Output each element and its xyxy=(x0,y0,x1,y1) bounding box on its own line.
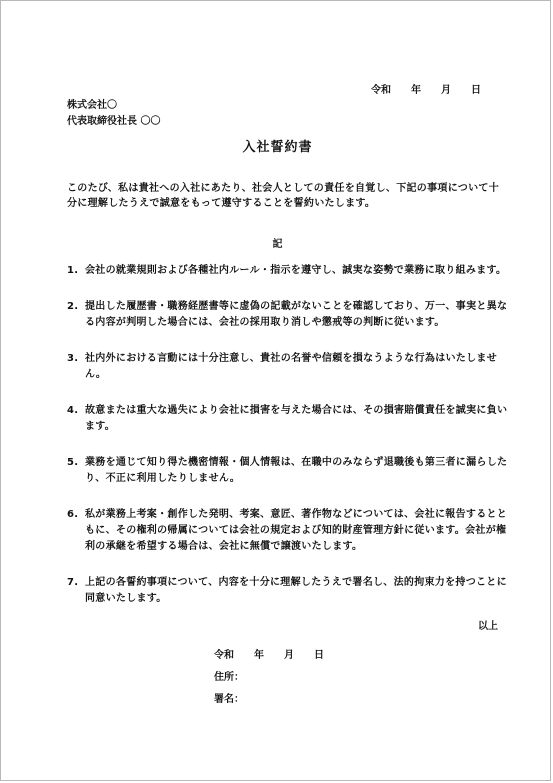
pledge-item xyxy=(67,403,509,435)
pledge-item xyxy=(67,263,509,279)
pledge-item-text: 私が業務上考案・創作した発明、考案、意匠、著作物などについては、会社に報告するとともに、その権利の帰属については会社の規定および知的財産管理方針に従います。会社が権利の承継を希望する場合は、会社に無償で譲渡いたします。 xyxy=(85,509,508,552)
recipient-representative: 代表取締役社長 〇〇 xyxy=(67,116,161,127)
pledge-list xyxy=(67,263,509,627)
pledge-item-number: 1. xyxy=(67,265,79,276)
intro-paragraph: このたび、私は貴社への入社にあたり、社会人としての責任を自覚し、下記の事項について十分に理解したうえで誠意をもって遵守することを誓約いたします。 xyxy=(67,183,499,209)
pledge-item-number: 5. xyxy=(67,457,79,468)
pledge-item-number: 3. xyxy=(67,353,79,364)
recipient-company: 株式会社〇 xyxy=(67,100,117,111)
pledge-item xyxy=(67,299,509,331)
pledge-item-number: 2. xyxy=(67,301,79,312)
pledge-item-text: 故意または重大な過失により会社に損害を与えた場合には、その損害賠償責任を誠実に負います。 xyxy=(85,405,508,432)
pledge-item-number: 7. xyxy=(67,577,79,588)
ki-heading: 記 xyxy=(272,239,283,250)
signature-date: 令和 年 月 日 xyxy=(214,650,324,661)
closing-ijo: 以上 xyxy=(478,621,498,632)
pledge-item xyxy=(67,575,509,607)
pledge-item-number: 4. xyxy=(67,405,79,416)
pledge-item xyxy=(67,507,509,555)
document-title: 入社誓約書 xyxy=(242,140,313,155)
pledge-item-number: 6. xyxy=(67,509,79,520)
signature-label: 署名： xyxy=(214,694,244,705)
pledge-item-text: 社内外における言動には十分注意し、貴社の名誉や信頼を損なうような行為はいたしません。 xyxy=(85,353,497,380)
document-date: 令和 年 月 日 xyxy=(371,85,481,96)
pledge-item-text: 会社の就業規則および各種社内ルール・指示を遵守し、誠実な姿勢で業務に取り組みます。 xyxy=(85,265,507,276)
pledge-item-text: 上記の各誓約事項について、内容を十分に理解したうえで署名し、法的拘束力を持つことに同意いたします。 xyxy=(85,577,507,604)
pledge-item-text: 提出した履歴書・職務経歴書等に虚偽の記載がないことを確認しており、万一、事実と異なる内容が判明した場合には、会社の採用取り消しや懲戒等の判断に従います。 xyxy=(85,301,508,328)
pledge-item-text: 業務を通じて知り得た機密情報・個人情報は、在職中のみならず退職後も第三者に漏らしたり、不正に利用したりしません。 xyxy=(85,457,508,484)
pledge-item xyxy=(67,455,509,487)
address-label: 住所： xyxy=(214,672,244,683)
pledge-item xyxy=(67,351,509,383)
